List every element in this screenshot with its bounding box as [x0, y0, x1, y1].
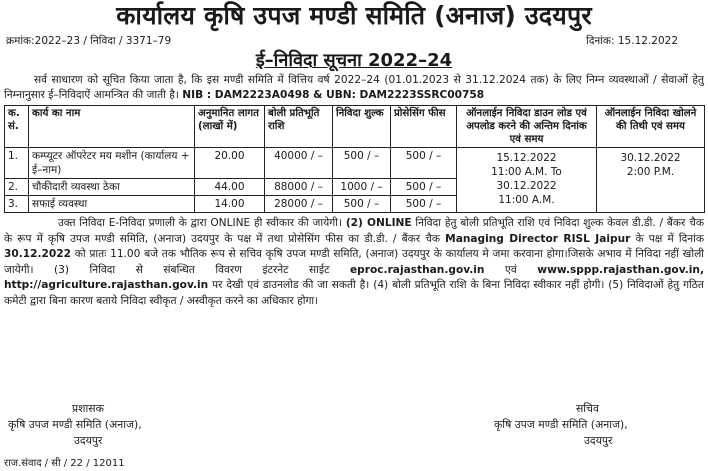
header-processing-fee: प्रोसेसिंग फीस — [391, 106, 457, 148]
intro-paragraph — [4, 73, 704, 103]
row-fee: 500 / – — [333, 196, 391, 213]
schedule-end-time: 11:00 A.M. — [498, 194, 555, 206]
header-tender-fee: निविदा शुल्क — [333, 106, 391, 148]
row-sno: 1. — [5, 148, 29, 179]
term-3-and: एवं — [505, 263, 517, 276]
secretary-org: कृषि उपज मण्डी समिति (अनाज), — [494, 418, 628, 431]
opening-schedule-cell — [597, 148, 705, 213]
schedule-start-time: 11:00 A.M. To — [491, 166, 562, 178]
term-2-text-c: को प्रातः 11.00 बजे तक भौतिक रूप से सचिव कृषि उपज मण्डी समिति, (अनाज) उदयपुर के कार्यालय मे जमा करवाना होगा।जिसके अभाव में निविदा नहीं खोली जायेगी। — [4, 248, 704, 276]
term-2-date: 30.12.2022 — [4, 248, 72, 261]
notice-date: दिनांक: 15.12.2022 — [586, 35, 678, 47]
row-processing: 500 / – — [391, 196, 457, 213]
upload-schedule-cell — [457, 148, 597, 213]
row-fee: 1000 / – — [333, 179, 391, 196]
reference-line — [4, 34, 704, 48]
term-1: उक्त निविदा E-निविदा प्रणाली के द्वारा ONLINE ही स्वीकार की जायेगी। — [58, 217, 343, 229]
table-row — [5, 148, 705, 179]
header-estimated-cost: अनुमानित लागत (लाखों में) — [195, 106, 265, 148]
notice-title: ई–निविदा सूचना 2022–24 — [255, 50, 453, 71]
term-2-text-b: के पक्ष में दिनांक — [635, 232, 704, 245]
header-sno: क. सं. — [5, 106, 29, 148]
notice-title-wrap — [4, 50, 704, 72]
administrator-city: उदयपुर — [74, 434, 103, 447]
term-3-text-a: (3) निविदा से संबन्धित विवरण इंटरनेट साईट — [54, 263, 330, 276]
row-work-name: सफाई व्यवस्था — [29, 196, 195, 213]
row-security: 88000 / – — [265, 179, 333, 196]
administrator-org: कृषि उपज मण्डी समिति (अनाज), — [8, 418, 142, 431]
header-work-name: कार्य का नाम — [29, 106, 195, 148]
agriculture-site-link[interactable]: http://agriculture.rajasthan.gov.in — [4, 279, 209, 292]
release-code: राज.संवाद / सी / 22 / 12011 — [4, 458, 125, 469]
term-4: (4) बोली प्रतिभूति राशि के बिना निविदा स्वीकार नहीं होगी। — [373, 279, 605, 292]
term-2-text-a: निविदा हेतु बोली प्रतिभूति राशि एवं निविदा शुल्क केवल डी.डी. / बैंकर चैक के रूप में कृषि उपज मण्डी समिति, (अनाज) उदयपुर के पक्ष में तथा प्रोसेसिंग फीस का डी.डी. / बैंकर चैक — [4, 217, 704, 245]
row-sno: 2. — [5, 179, 29, 196]
row-work-name: कम्प्यूटर ऑपरेटर मय मशीन (कार्यालय + ई–नाम) — [29, 148, 195, 179]
nib-ubn-numbers: NIB : DAM2223A0498 & UBN: DAM2223SSRC00758 — [182, 89, 485, 101]
row-fee: 500 / – — [333, 148, 391, 179]
opening-time: 2:00 P.M. — [626, 166, 675, 178]
intro-text: सर्व साधारण को सूचित किया जाता है, कि इस मण्डी समिति में वित्तिय वर्ष 2022–24 (01.01.2023 से 31.12.2024 तक) के लिए निम्न व्यवस्थाओं / सेवाओं हेतु निम्नानुसार ई–निविदाऐं आमन्त्रित की जाती है। — [4, 74, 704, 101]
signature-administrator — [8, 401, 268, 449]
secretary-city: उदयपुर — [584, 434, 613, 447]
term-5: (5) निविदाओं हेतु गठित कमेटी द्वारा बिना कारण बताये निविदा स्वीकृत / अस्वीकृत करने का अधिकार होगा। — [4, 279, 704, 307]
row-cost: 44.00 — [195, 179, 265, 196]
header-bid-security: बोली प्रतिभूति राशि — [265, 106, 333, 148]
administrator-role: प्रशासक — [72, 402, 104, 415]
row-sno: 3. — [5, 196, 29, 213]
row-cost: 20.00 — [195, 148, 265, 179]
reference-number: क्रमांक:2022–23 / निविदा / 3371–79 — [6, 35, 172, 47]
row-security: 40000 / – — [265, 148, 333, 179]
schedule-end-date: 30.12.2022 — [496, 180, 557, 192]
header-last-date: ऑनलाईन निविदा डाउन लोड एवं अपलोड करने की अन्तिम दिनांक एवं समय — [457, 106, 597, 148]
row-cost: 14.00 — [195, 196, 265, 213]
opening-date: 30.12.2022 — [620, 152, 681, 164]
row-processing: 500 / – — [391, 179, 457, 196]
term-3-text-b: पर देखी एवं डाउनलोड की जा सकती है। — [212, 279, 370, 292]
secretary-role: सचिव — [576, 402, 599, 415]
sppp-site-link[interactable]: www.sppp.rajasthan.gov.in, — [537, 263, 704, 276]
row-processing: 500 / – — [391, 148, 457, 179]
table-header-row — [5, 106, 705, 148]
header-opening-date: ऑनलाईन निविदा खोलने की तिथी एवं समय — [597, 106, 705, 148]
tender-table — [4, 105, 705, 213]
row-work-name: चौकीदारी व्यवस्था ठेका — [29, 179, 195, 196]
term-2-label: (2) ONLINE — [345, 217, 412, 229]
signature-secretary — [494, 401, 700, 449]
office-title: कार्यालय कृषि उपज मण्डी समिति (अनाज) उदयपुर — [116, 1, 592, 30]
schedule-start-date: 15.12.2022 — [496, 152, 557, 164]
eproc-site-link[interactable]: eproc.rajasthan.gov.in — [350, 263, 485, 276]
terms-paragraph — [4, 216, 704, 310]
term-2-payee: Managing Director RISL Jaipur — [445, 232, 631, 245]
row-security: 28000 / – — [265, 196, 333, 213]
